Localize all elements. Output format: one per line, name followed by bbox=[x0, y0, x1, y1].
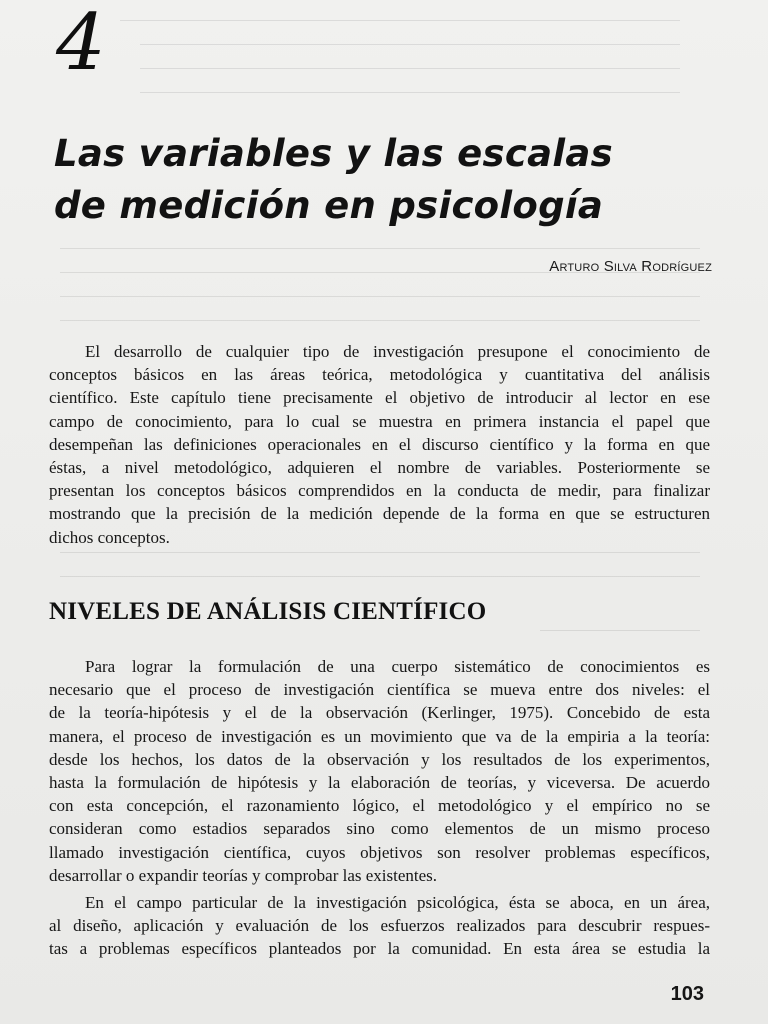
text-line: desempeñan las definiciones operacionales en el discurso científico y la forma en que bbox=[49, 434, 710, 454]
chapter-title-line-2: de medición en psicología bbox=[54, 184, 604, 227]
chapter-number: 4 bbox=[56, 0, 106, 88]
text-line: Para lograr la formulación de una cuerpo sistemático de conocimientos es bbox=[85, 657, 710, 676]
text-line: campo de conocimiento, para lo cual se muestra en primera instancia el papel que bbox=[49, 411, 710, 431]
text-line: En el campo particular de la investigación psicológica, ésta se aboca, en un área, bbox=[85, 893, 710, 912]
text-line: con esta concepción, el razonamiento lógico, el metodológico y el empírico no se bbox=[49, 796, 710, 816]
text-line: tas a problemas específicos planteados por la comunidad. En esta área se estudia la bbox=[49, 939, 710, 959]
text-line: científico. Este capítulo tiene precisamente el objetivo de introducir al lector en ese bbox=[49, 388, 710, 408]
body-paragraph-1 bbox=[49, 655, 710, 887]
text-line: necesario que el proceso de investigación científica se mueva entre dos niveles: el bbox=[49, 680, 710, 700]
text-line: El desarrollo de cualquier tipo de investigación presupone el conocimiento de bbox=[85, 342, 710, 361]
body-paragraph-2 bbox=[49, 891, 710, 961]
text-line: hasta la formulación de hipótesis y la elaboración de teorías, y viceversa. De acuerdo bbox=[49, 772, 710, 792]
text-line: conceptos básicos en las áreas teórica, metodológica y cuantitativa del análisis bbox=[49, 365, 710, 385]
text-line: de la teoría-hipótesis y el de la observación (Kerlinger, 1975). Concebido de esta bbox=[49, 703, 710, 723]
text-line: mostrando que la precisión de la medición depende de la forma en que se estructuren bbox=[49, 504, 710, 524]
chapter-title-line-1: Las variables y las escalas bbox=[54, 132, 613, 175]
text-line: consideran como estadios separados sino como elementos de un mismo proceso bbox=[49, 819, 710, 839]
section-heading: NIVELES DE ANÁLISIS CIENTÍFICO bbox=[49, 598, 487, 625]
text-line: desde los hechos, los datos de la observación y los resultados de los experimentos, bbox=[49, 749, 710, 769]
text-line: presentan los conceptos básicos comprendidos en la conducta de medir, para finalizar bbox=[49, 481, 710, 501]
page-number: 103 bbox=[670, 983, 704, 1005]
text-line: desarrollar o expandir teorías y comprobar las existentes. bbox=[49, 865, 438, 885]
text-line: éstas, a nivel metodológico, adquieren el nombre de variables. Posteriormente se bbox=[49, 457, 710, 477]
text-line: dichos conceptos. bbox=[49, 527, 170, 547]
intro-paragraph bbox=[49, 340, 710, 549]
text-line: llamado investigación científica, cuyos objetivos son resolver problemas específicos, bbox=[49, 842, 710, 862]
chapter-title bbox=[54, 128, 734, 232]
text-line: al diseño, aplicación y evaluación de los esfuerzos realizados para descubrir respues- bbox=[49, 916, 710, 936]
text-line: manera, el proceso de investigación es un movimiento que va de la empiria a la teoría: bbox=[49, 726, 710, 746]
author-name: Arturo Silva Rodríguez bbox=[549, 258, 712, 275]
